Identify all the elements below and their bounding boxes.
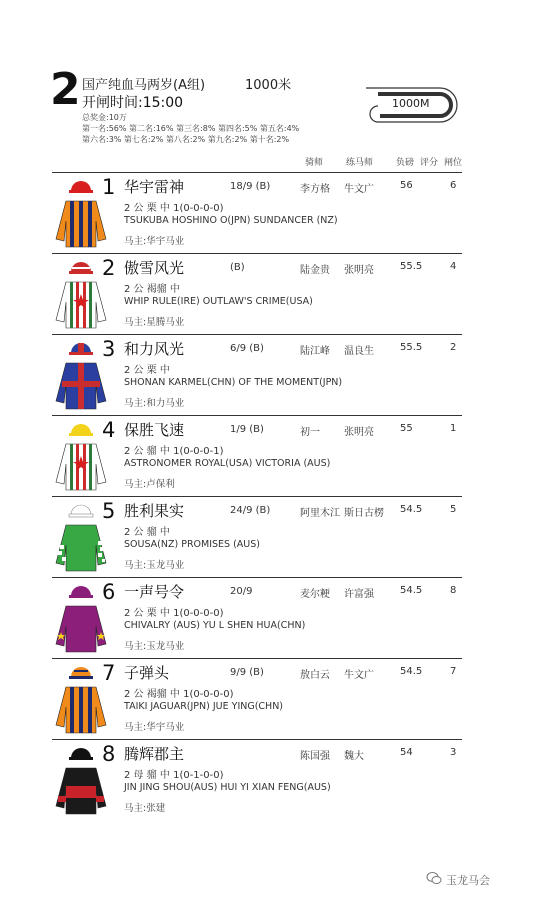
horse-row xyxy=(52,334,462,415)
horse-rating: 20/9 xyxy=(230,586,253,597)
barrier: 6 xyxy=(450,180,457,191)
horse-rating: 6/9 (B) xyxy=(230,343,264,354)
weight: 55 xyxy=(400,423,413,434)
weight: 55.5 xyxy=(400,261,423,272)
horse-number: 3 xyxy=(102,337,116,361)
prize-total: 总奖金:10万 xyxy=(82,113,127,122)
horse-number: 6 xyxy=(102,580,116,604)
horse-pedigree: TSUKUBA HOSHINO O(JPN) SUNDANCER (NZ) xyxy=(124,215,338,226)
horse-name: 和力风光 xyxy=(124,340,185,358)
trainer-name: 牛文广 xyxy=(344,670,374,681)
horse-owner: 马主:星腾马业 xyxy=(124,317,185,328)
jockey-name: 阿里木江 xyxy=(300,508,340,519)
race-number: 2 xyxy=(50,64,81,115)
horse-rating: (B) xyxy=(230,262,245,273)
jockey-name: 陆江峰 xyxy=(300,346,330,357)
horse-pedigree: JIN JING SHOU(AUS) HUI YI XIAN FENG(AUS) xyxy=(124,782,331,793)
horse-row xyxy=(52,415,462,496)
jockey-name: 李方格 xyxy=(300,184,330,195)
race-name: 国产纯血马两岁(A组) xyxy=(82,78,206,93)
horse-pedigree: WHIP RULE(IRE) OUTLAW'S CRIME(USA) xyxy=(124,296,313,307)
horse-info: 2 母 骝 中 1(0-1-0-0) xyxy=(124,770,224,781)
weight: 56 xyxy=(400,180,413,191)
weight: 54.5 xyxy=(400,585,423,596)
horse-owner: 马主:张建 xyxy=(124,803,166,814)
trainer-name: 魏大 xyxy=(344,751,364,762)
horse-rating: 24/9 (B) xyxy=(230,505,271,516)
horse-name: 胜利果实 xyxy=(124,502,185,520)
barrier: 4 xyxy=(450,261,457,272)
horse-number: 2 xyxy=(102,256,116,280)
horse-rating: 18/9 (B) xyxy=(230,181,271,192)
jockey-name: 陆金贵 xyxy=(300,265,330,276)
weight: 54.5 xyxy=(400,504,423,515)
weight: 54 xyxy=(400,747,413,758)
horse-owner: 马主:华宇马业 xyxy=(124,722,185,733)
race-header xyxy=(0,0,538,175)
barrier: 3 xyxy=(450,747,457,758)
horse-name: 腾辉郡主 xyxy=(124,745,185,763)
horse-rating: 1/9 (B) xyxy=(230,424,264,435)
horse-row xyxy=(52,658,462,739)
horse-owner: 马主:玉龙马业 xyxy=(124,641,185,652)
jockey-name: 初一 xyxy=(300,427,320,438)
col-rating: 评分 xyxy=(420,158,439,168)
horse-number: 5 xyxy=(102,499,116,523)
trainer-name: 温良生 xyxy=(344,346,374,357)
horse-row xyxy=(52,739,462,820)
horse-info: 2 公 褐骝 中 xyxy=(124,284,180,295)
horse-row xyxy=(52,172,462,253)
horse-number: 1 xyxy=(102,175,116,199)
horse-name: 保胜飞速 xyxy=(124,421,185,439)
col-barrier: 闸位 xyxy=(444,158,463,168)
horse-row xyxy=(52,577,462,658)
horse-row xyxy=(52,253,462,334)
col-weight: 负磅 xyxy=(396,158,415,168)
trainer-name: 斯日古楞 xyxy=(344,508,384,519)
weight: 54.5 xyxy=(400,666,423,677)
prize-line-1: 第一名:56% 第二名:16% 第三名:8% 第四名:5% 第五名:4% xyxy=(82,124,300,133)
horse-number: 4 xyxy=(102,418,116,442)
horse-number: 7 xyxy=(102,661,116,685)
horse-info: 2 公 栗 中 1(0-0-0-0) xyxy=(124,608,224,619)
horse-name: 一声号令 xyxy=(124,583,185,601)
horse-owner: 马主:和力马业 xyxy=(124,398,185,409)
horse-pedigree: TAIKI JAGUAR(JPN) JUE YING(CHN) xyxy=(124,701,284,712)
jockey-name: 陈国强 xyxy=(300,751,330,762)
trainer-name: 张明亮 xyxy=(344,265,374,276)
race-start-time: 开闸时间:15:00 xyxy=(82,95,184,111)
horse-info: 2 公 骝 中 1(0-0-0-1) xyxy=(124,446,224,457)
horse-owner: 马主:卢保利 xyxy=(124,479,175,490)
jockey-name: 麦尔粳 xyxy=(300,589,330,600)
horse-info: 2 公 栗 中 1(0-0-0-0) xyxy=(124,203,224,214)
horse-owner: 马主:华宇马业 xyxy=(124,236,185,247)
horse-pedigree: CHIVALRY (AUS) YU L SHEN HUA(CHN) xyxy=(124,620,306,631)
col-trainer: 练马师 xyxy=(346,158,374,168)
horse-name: 华宇雷神 xyxy=(124,178,185,196)
trainer-name: 牛文广 xyxy=(344,184,374,195)
horse-info: 2 公 栗 中 xyxy=(124,365,170,376)
barrier: 5 xyxy=(450,504,457,515)
horse-owner: 马主:玉龙马业 xyxy=(124,560,185,571)
trainer-name: 许富强 xyxy=(344,589,374,600)
prize-info xyxy=(82,112,299,145)
barrier: 1 xyxy=(450,423,457,434)
horse-row xyxy=(52,496,462,577)
horse-info: 2 公 骝 中 xyxy=(124,527,170,538)
barrier: 2 xyxy=(450,342,457,353)
trainer-name: 张明亮 xyxy=(344,427,374,438)
horse-pedigree: SHONAN KARMEL(CHN) OF THE MOMENT(JPN) xyxy=(124,377,343,388)
horse-name: 傲雪风光 xyxy=(124,259,185,277)
weight: 55.5 xyxy=(400,342,423,353)
horse-number: 8 xyxy=(102,742,116,766)
horse-name: 子弹头 xyxy=(124,664,170,682)
prize-line-2: 第六名:3% 第七名:2% 第八名:2% 第九名:2% 第十名:2% xyxy=(82,135,290,144)
wechat-icon xyxy=(426,870,442,886)
horse-rating: 9/9 (B) xyxy=(230,667,264,678)
track-distance-label: 1000M xyxy=(392,97,430,110)
race-distance: 1000米 xyxy=(245,78,292,93)
col-jockey: 骑师 xyxy=(305,158,324,168)
watermark: 玉龙马会 xyxy=(446,874,490,887)
horse-pedigree: SOUSA(NZ) PROMISES (AUS) xyxy=(124,539,260,550)
horse-pedigree: ASTRONOMER ROYAL(USA) VICTORIA (AUS) xyxy=(124,458,331,469)
horse-info: 2 公 褐骝 中 1(0-0-0-0) xyxy=(124,689,234,700)
barrier: 7 xyxy=(450,666,457,677)
barrier: 8 xyxy=(450,585,457,596)
jockey-name: 敖白云 xyxy=(300,670,330,681)
column-headers xyxy=(0,155,538,169)
